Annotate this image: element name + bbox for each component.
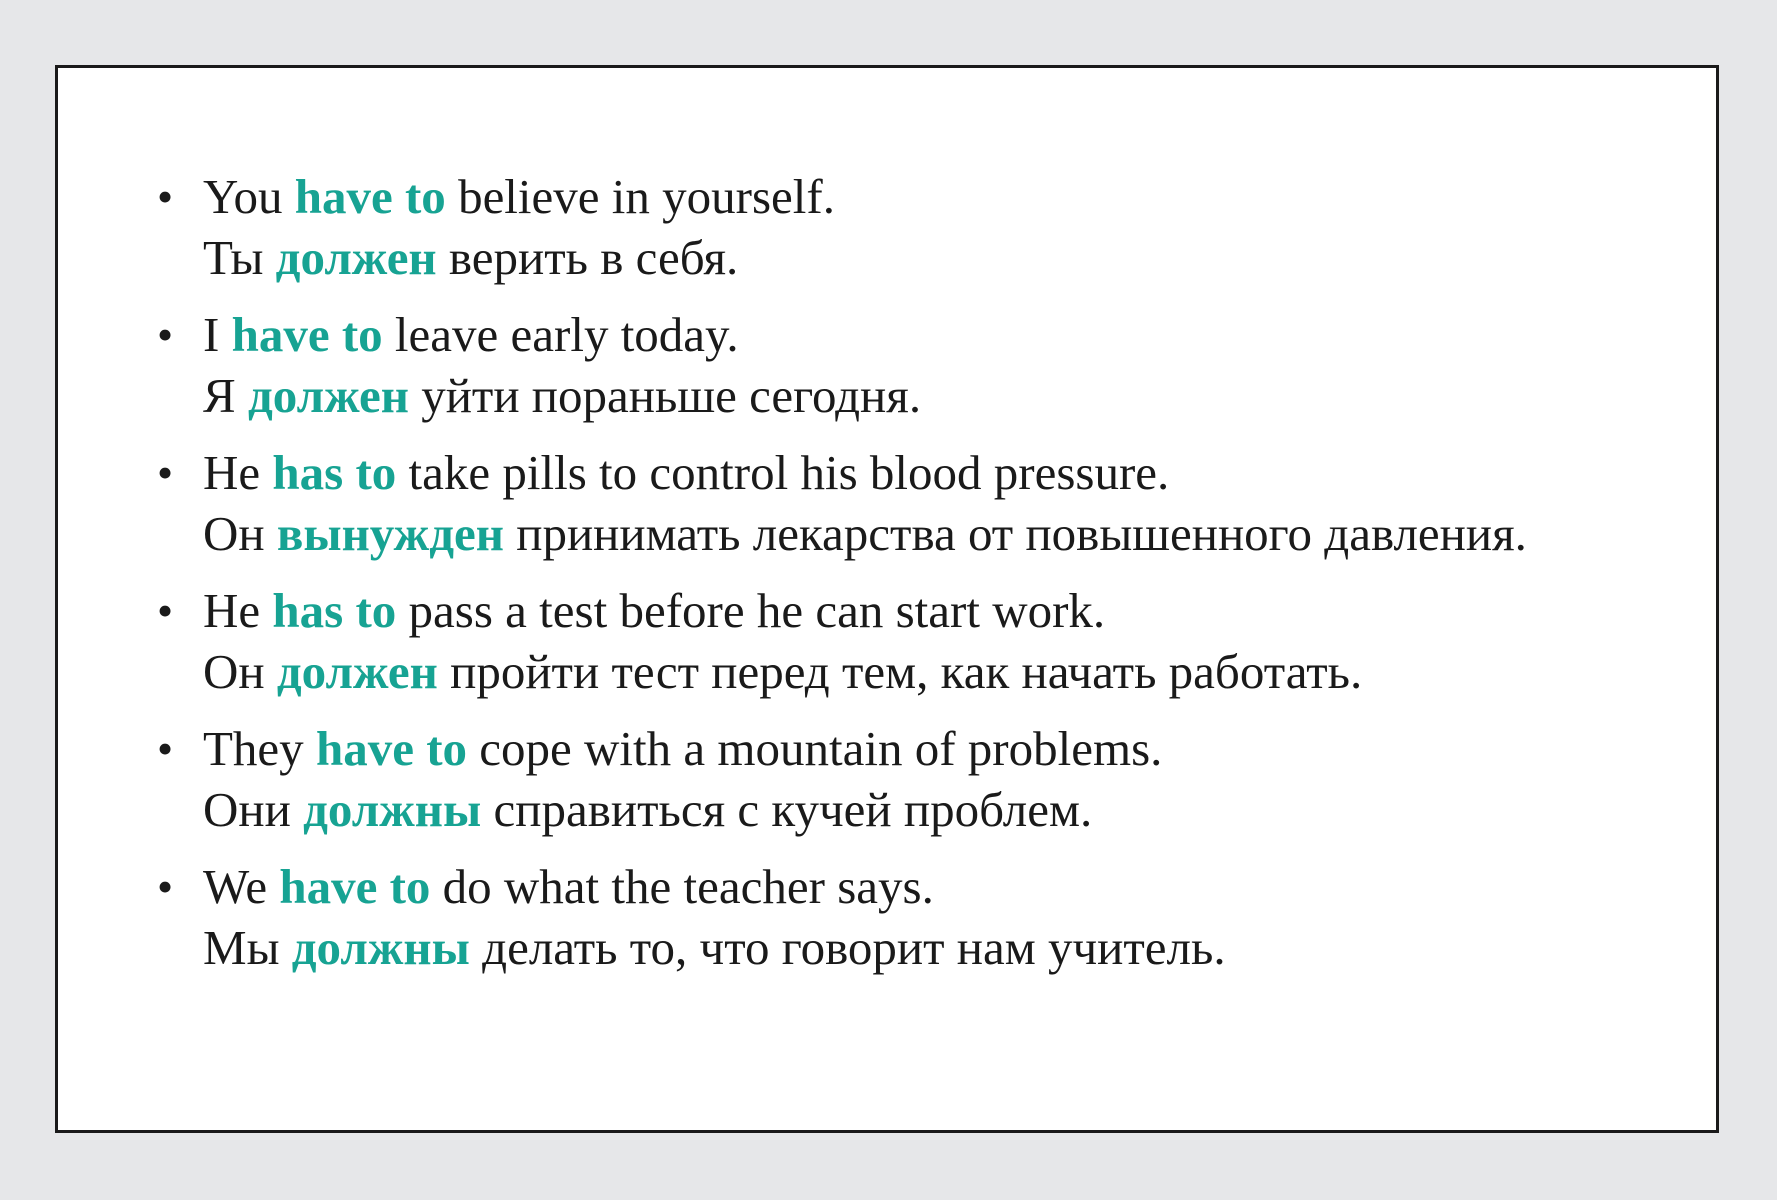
translation-text: справиться с кучей проблем. <box>481 782 1093 837</box>
russian-translation <box>203 917 1533 978</box>
translation-text: уйти пораньше сегодня. <box>408 368 922 423</box>
translation-text: Они <box>203 782 304 837</box>
highlighted-translation: должны <box>303 782 482 837</box>
bullet-icon: • <box>157 309 174 360</box>
sentence-text: believe in yourself. <box>445 169 835 224</box>
russian-translation <box>203 503 1533 564</box>
example-item <box>157 304 1676 426</box>
bullet-icon: • <box>157 447 174 498</box>
english-sentence <box>203 718 1676 779</box>
sentence-text: You <box>203 169 295 224</box>
russian-translation <box>203 641 1533 702</box>
example-card <box>55 65 1719 1133</box>
russian-translation <box>203 227 1533 288</box>
translation-text: Ты <box>203 230 276 285</box>
example-item <box>157 580 1676 702</box>
highlighted-modal: have to <box>315 721 468 776</box>
highlighted-modal: have to <box>294 169 446 224</box>
translation-text: Я <box>203 368 248 423</box>
example-item <box>157 856 1676 978</box>
sentence-text: He <box>203 445 273 500</box>
bullet-icon: • <box>157 171 174 222</box>
english-sentence <box>203 856 1676 917</box>
russian-translation <box>203 779 1533 840</box>
sentence-text: cope with a mountain of problems. <box>467 721 1163 776</box>
sentence-text: leave early today. <box>382 307 739 362</box>
highlighted-modal: have to <box>231 307 383 362</box>
examples-list <box>157 166 1676 994</box>
highlighted-translation: должен <box>247 368 409 423</box>
sentence-text: I <box>203 307 232 362</box>
translation-text: пройти тест перед тем, как начать работать. <box>437 644 1363 699</box>
example-item <box>157 442 1676 564</box>
russian-translation <box>203 365 1533 426</box>
translation-text: делать то, что говорит нам учитель. <box>469 920 1226 975</box>
example-item <box>157 718 1676 840</box>
sentence-text: do what the teacher says. <box>430 859 934 914</box>
english-sentence <box>203 304 1676 365</box>
highlighted-translation: вынужден <box>276 506 504 561</box>
translation-text: принимать лекарства от повышенного давления. <box>503 506 1527 561</box>
sentence-text: They <box>203 721 316 776</box>
bullet-icon: • <box>157 723 174 774</box>
bullet-icon: • <box>157 861 174 912</box>
bullet-icon: • <box>157 585 174 636</box>
sentence-text: We <box>203 859 280 914</box>
english-sentence <box>203 166 1676 227</box>
highlighted-translation: должны <box>291 920 470 975</box>
english-sentence <box>203 580 1676 641</box>
sentence-text: pass a test before he can start work. <box>396 583 1106 638</box>
highlighted-translation: должен <box>275 230 437 285</box>
example-item <box>157 166 1676 288</box>
sentence-text: He <box>203 583 273 638</box>
highlighted-modal: have to <box>279 859 431 914</box>
translation-text: верить в себя. <box>436 230 739 285</box>
highlighted-translation: должен <box>276 644 438 699</box>
english-sentence <box>203 442 1676 503</box>
translation-text: Мы <box>203 920 292 975</box>
sentence-text: take pills to control his blood pressure. <box>396 445 1170 500</box>
highlighted-modal: has to <box>272 445 397 500</box>
highlighted-modal: has to <box>272 583 397 638</box>
translation-text: Он <box>203 644 277 699</box>
translation-text: Он <box>203 506 277 561</box>
